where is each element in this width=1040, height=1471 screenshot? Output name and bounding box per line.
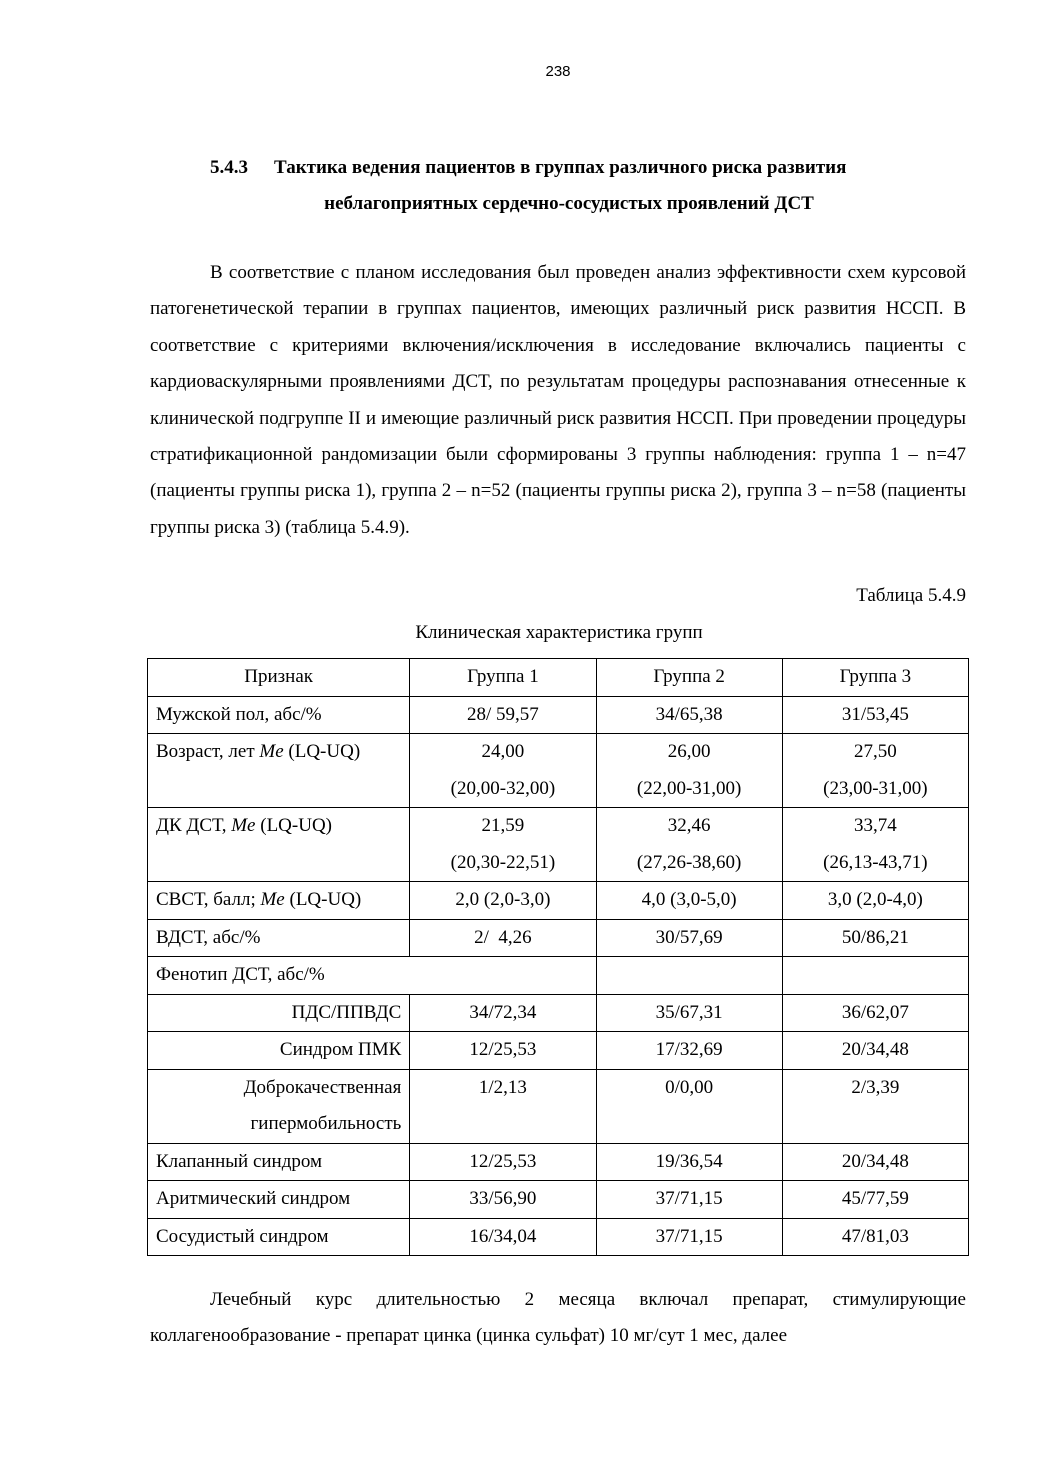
- body-paragraph-2: Лечебный курс длительностью 2 месяца включал препарат, стимулирующие коллагенообразование - препарат цинка (цинка сульфат) 10 мг/сут 1 мес, далее: [150, 1289, 966, 1347]
- row-label: Мужской пол, абс/%: [148, 696, 410, 734]
- row-label-line2: гипермобильность: [250, 1113, 402, 1134]
- group3-value: 20/34,48: [782, 1032, 968, 1070]
- group1-value: 16/34,04: [410, 1218, 596, 1256]
- row-label: [148, 734, 410, 808]
- header-cell: Признак: [148, 659, 410, 697]
- group3-value: 47/81,03: [782, 1218, 968, 1256]
- row-label-italic: Me: [231, 815, 256, 836]
- median-value: 27,50: [854, 741, 897, 762]
- section-title-line2: неблагоприятных сердечно-сосудистых проявлений ДСТ: [324, 193, 814, 214]
- table-row: [148, 1069, 969, 1143]
- range-value: (23,00-31,00): [823, 777, 928, 799]
- group2-value: 37/71,15: [596, 1218, 782, 1256]
- group3-value: [782, 808, 968, 882]
- table-row: [148, 1032, 969, 1070]
- table-row: [148, 882, 969, 920]
- clinical-characteristics-table: [147, 658, 969, 1256]
- row-label: [148, 882, 410, 920]
- row-label-text: СВСТ, балл;: [156, 889, 261, 910]
- table-caption: Клиническая характеристика групп: [415, 622, 703, 643]
- row-label: ПДС/ППВДС: [148, 994, 410, 1032]
- row-label-italic: Me: [259, 741, 284, 762]
- group1-value: 2/ 4,26: [410, 919, 596, 957]
- group2-value: 37/71,15: [596, 1181, 782, 1219]
- group3-value: 31/53,45: [782, 696, 968, 734]
- table-label: Таблица 5.4.9: [856, 585, 966, 606]
- table-row: [148, 1143, 969, 1181]
- row-label: Синдром ПМК: [148, 1032, 410, 1070]
- group1-value: 12/25,53: [410, 1032, 596, 1070]
- group3-value: [782, 957, 968, 995]
- median-value: 32,46: [667, 815, 711, 836]
- median-value: 26,00: [667, 741, 711, 762]
- row-label: Фенотип ДСТ, абс/%: [148, 957, 597, 995]
- range-value: (26,13-43,71): [823, 851, 928, 873]
- group2-value: 35/67,31: [596, 994, 782, 1032]
- group1-value: 34/72,34: [410, 994, 596, 1032]
- table-row: [148, 808, 969, 882]
- group2-value: [596, 808, 782, 882]
- group2-value: 17/32,69: [596, 1032, 782, 1070]
- table-row: [148, 957, 969, 995]
- table-row: [148, 734, 969, 808]
- table-row: [148, 1181, 969, 1219]
- row-label: [148, 808, 410, 882]
- group3-value: 50/86,21: [782, 919, 968, 957]
- median-value: 24,00: [481, 741, 525, 762]
- group3-value: 45/77,59: [782, 1181, 968, 1219]
- page-number: 238: [545, 63, 571, 80]
- header-cell: Группа 1: [410, 659, 596, 697]
- group3-value: [782, 734, 968, 808]
- row-label: Сосудистый синдром: [148, 1218, 410, 1256]
- group2-value: 0/0,00: [596, 1069, 782, 1143]
- group2-value: [596, 957, 782, 995]
- section-number: 5.4.3: [210, 157, 248, 178]
- range-value: (27,26-38,60): [636, 851, 742, 873]
- row-label: Клапанный синдром: [148, 1143, 410, 1181]
- group2-value: 4,0 (3,0-5,0): [596, 882, 782, 920]
- body-paragraph-1: В соответствие с планом исследования был проведен анализ эффективности схем курсовой патогенетической терапии в группах пациентов, имеющих различный риск развития НССП. В соответствие с критериями включения/исключения в исследование включались пациенты с кардиоваскулярными проявлениями ДСТ, по результатам процедуры распознавания отнесенные к клинической подгруппе II и имеющие различный риск развития НССП. При проведении процедуры стратификационной рандомизации были сформированы 3 группы наблюдения: группа 1 – n=47 (пациенты группы риска 1), группа 2 – n=52 (пациенты группы риска 2), группа 3 – n=58 (пациенты группы риска 3) (таблица 5.4.9).: [150, 262, 966, 538]
- row-label-text: Возраст, лет: [156, 741, 260, 762]
- group2-value: 34/65,38: [596, 696, 782, 734]
- group2-value: 19/36,54: [596, 1143, 782, 1181]
- group1-value: 33/56,90: [410, 1181, 596, 1219]
- row-label-text: (LQ-UQ): [284, 889, 362, 910]
- group1-value: 2,0 (2,0-3,0): [410, 882, 596, 920]
- range-value: (20,00-32,00): [450, 777, 556, 799]
- median-value: 21,59: [481, 815, 525, 836]
- header-cell: Группа 2: [596, 659, 782, 697]
- row-label: Аритмический синдром: [148, 1181, 410, 1219]
- table-header-row: [148, 659, 969, 697]
- range-value: (20,30-22,51): [450, 851, 556, 873]
- section-heading: [150, 150, 968, 222]
- table-row: [148, 1218, 969, 1256]
- row-label-line1: Доброкачественная: [243, 1076, 402, 1098]
- group1-value: 28/ 59,57: [410, 696, 596, 734]
- table-row: [148, 919, 969, 957]
- table-row: [148, 696, 969, 734]
- row-label: ВДСТ, абс/%: [148, 919, 410, 957]
- row-label-text: ДК ДСТ,: [156, 815, 232, 836]
- row-label: [148, 1069, 410, 1143]
- median-value: 33,74: [854, 815, 897, 836]
- group1-value: 1/2,13: [410, 1069, 596, 1143]
- group2-value: 30/57,69: [596, 919, 782, 957]
- table-row: [148, 994, 969, 1032]
- group3-value: 3,0 (2,0-4,0): [782, 882, 968, 920]
- group1-value: [410, 808, 596, 882]
- group1-value: 12/25,53: [410, 1143, 596, 1181]
- group3-value: 20/34,48: [782, 1143, 968, 1181]
- section-title-line1: Тактика ведения пациентов в группах различного риска развития: [274, 157, 847, 178]
- group2-value: [596, 734, 782, 808]
- header-cell: Группа 3: [782, 659, 968, 697]
- row-label-italic: Me: [260, 889, 285, 910]
- row-label-text: (LQ-UQ): [283, 741, 361, 762]
- row-label-text: (LQ-UQ): [255, 815, 333, 836]
- range-value: (22,00-31,00): [636, 777, 742, 799]
- group1-value: [410, 734, 596, 808]
- group3-value: 36/62,07: [782, 994, 968, 1032]
- group3-value: 2/3,39: [782, 1069, 968, 1143]
